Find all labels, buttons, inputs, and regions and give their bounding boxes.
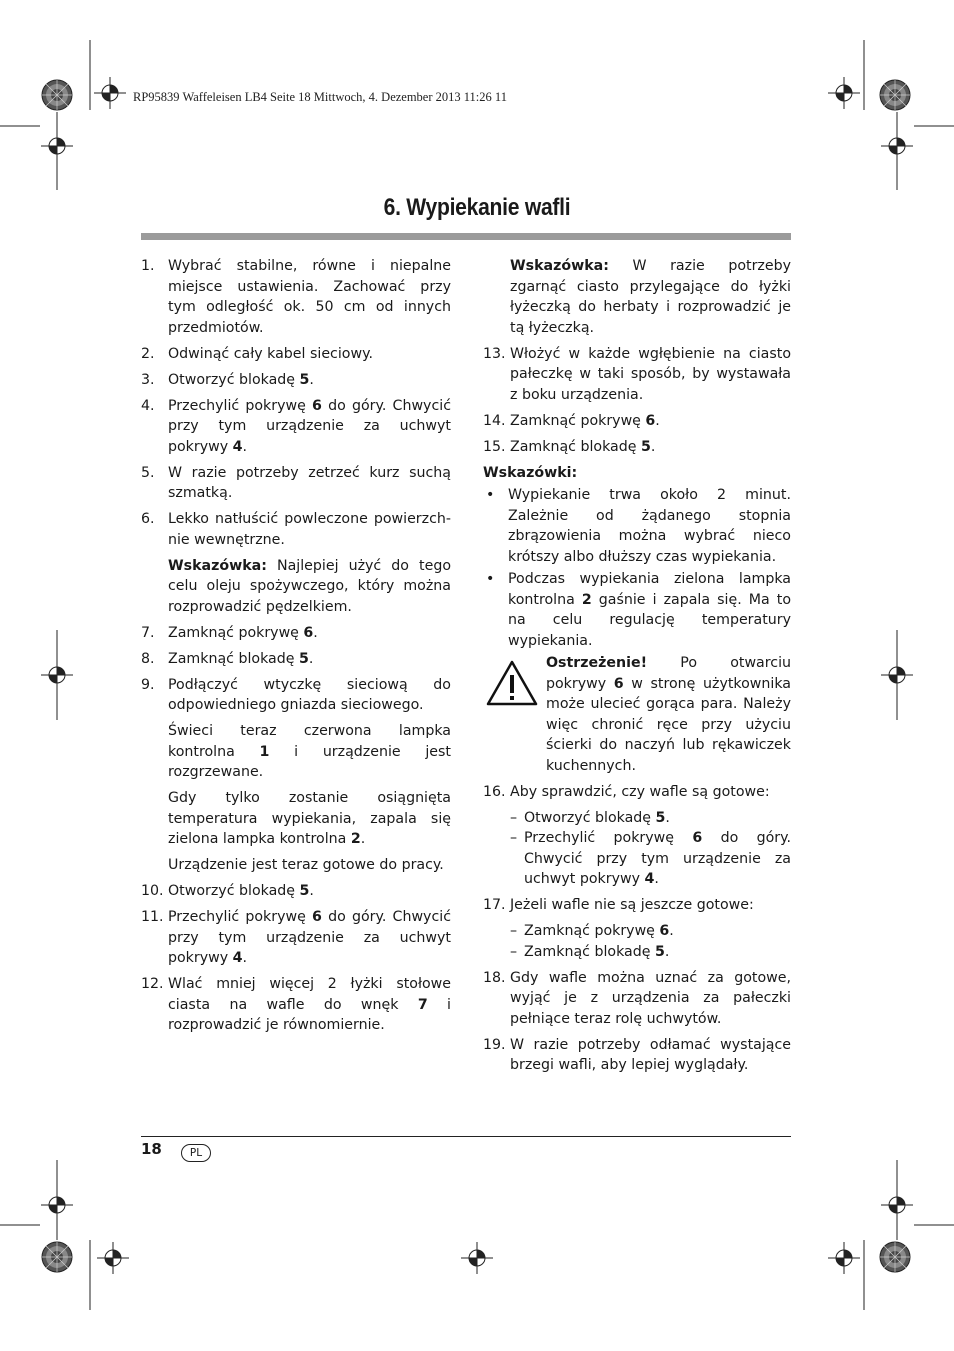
step-5: 5. W razie potrzeby zetrzeć kurz suchą szmatką. (141, 464, 451, 501)
title-underline (141, 233, 791, 240)
step-14: 14. Zamknąć pokrywę 6. (483, 412, 660, 429)
step-2: 2. Odwinąć cały kabel sieciowy. (141, 345, 373, 362)
right-column (483, 256, 791, 1081)
page-number: 18 (141, 1140, 162, 1158)
step-9-green-lamp: Gdy tylko zostanie osiągnięta temperatura wypiekania, zapala się zielona lampka kontrolna 2. (168, 790, 451, 847)
step-8: 8. Zamknąć blokadę 5. (141, 650, 314, 667)
step-17-sub-a: – Zamknąć pokrywę 6. (510, 923, 674, 939)
hint-bullet-1: • Wypiekanie trwa około 2 minut. Zależnie od żądanego stopnia zbrązowienia można wybrać nieco krótszy albo dłuższy czas wypiekania. (486, 487, 791, 565)
step-15: 15. Zamknąć blokadę 5. (483, 438, 656, 455)
note-spoon: Wskazówka: W razie potrzeby zgarnąć ciasto przylegające do łyżki łyżeczką do herbaty i rozprowadzić je tą łyżeczką. (510, 258, 791, 336)
step-17-sub-b: – Zamknąć blokadę 5. (510, 943, 670, 960)
step-19: 19. W razie potrzeby odłamać wystające brzegi wafli, aby lepiej wyglądały. (483, 1036, 791, 1073)
step-6: 6. Lekko natłuścić powleczone powierzch-nie wewnętrzne. (141, 511, 451, 548)
step-1: 1. Wybrać stabilne, równe i niepalne miejsce ustawienia. Zachować przy tym odległość ok. 50 cm od innych przedmiotów. (141, 258, 451, 336)
warning-steam: Ostrzeżenie! Po otwarciu pokrywy 6 w stronę użytkownika może ulecieć gorąca para. Należy więc chronić ręce przy użyciu ścierki do naczyń lub rękawiczek kuchennych. (483, 653, 791, 776)
step-3: 3. Otworzyć blokadę 5. (141, 371, 314, 388)
print-header: RP95839 Waffeleisen LB4 Seite 18 Mittwoch, 4. Dezember 2013 11:26 11 (133, 90, 507, 104)
step-4: 4. Przechylić pokrywę 6 do góry. Chwycić przy tym urządzenie za uchwyt pokrywy 4. (141, 397, 451, 455)
page-title: 6. Wypiekanie wafli (383, 194, 571, 221)
warning-triangle-icon (485, 659, 539, 707)
step-12: 12. Wlać mniej więcej 2 łyżki stołowe ciasta na wafle do wnęk 7 i rozprowadzić je równomiernie. (141, 976, 451, 1033)
step-9-red-lamp: Świeci teraz czerwona lampka kontrolna 1 i urządzenie jest rozgrzewane. (168, 723, 451, 780)
step-11: 11. Przechylić pokrywę 6 do góry. Chwycić przy tym urządzenie za uchwyt pokrywy 4. (141, 909, 451, 966)
step-16: 16. Aby sprawdzić, czy wafle są gotowe: (483, 783, 770, 800)
language-badge: PL (181, 1144, 211, 1162)
step-7: 7. Zamknąć pokrywę 6. (141, 624, 318, 641)
step-9: 9. Podłączyć wtyczkę sieciową do odpowiedniego gniazda sieciowego. (141, 676, 451, 713)
hint-bullet-2: • Podczas wypiekania zielona lampka kontrolna 2 gaśnie i zapala się. Ma to na celu regulację temperatury wypiekania. (486, 571, 791, 649)
step-9-ready: Urządzenie jest teraz gotowe do pracy. (168, 857, 444, 873)
hints-heading: Wskazówki: (483, 464, 578, 481)
step-18: 18. Gdy wafle można uznać za gotowe, wyjąć je z urządzenia za pałeczki pełniące teraz rolę uchwytów. (483, 969, 791, 1027)
note-oil: Wskazówka: Najlepiej użyć do tego celu oleju spożywczego, który można rozprowadzić pędzelkiem. (168, 557, 451, 615)
footer-rule (141, 1136, 791, 1137)
step-16-sub-a: – Otworzyć blokadę 5. (510, 809, 670, 826)
step-10: 10. Otworzyć blokadę 5. (141, 883, 314, 899)
left-column (141, 256, 451, 1041)
step-13: 13. Włożyć w każde wgłębienie na ciasto pałeczkę w taki sposób, by wystawała z boku urządzenia. (483, 345, 791, 403)
step-16-sub-b: – Przechylić pokrywę 6 do góry. Chwycić przy tym urządzenie za uchwyt pokrywy 4. (510, 830, 791, 887)
step-17: 17. Jeżeli wafle nie są jeszcze gotowe: (483, 897, 754, 913)
